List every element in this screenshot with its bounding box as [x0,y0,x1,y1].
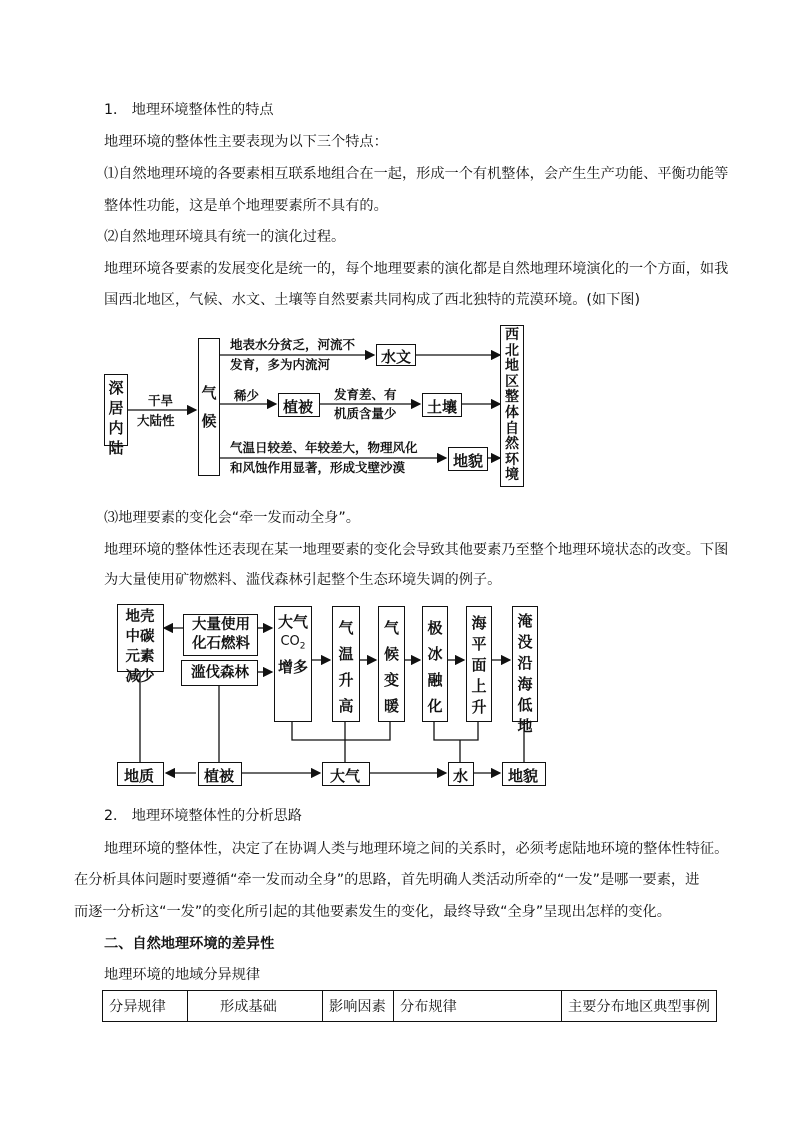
point3: ⑶地理要素的变化会“牵一发而动全身”。 [104,510,360,526]
branch3-line2: 和风蚀作用显著，形成戈壁沙漠 [230,460,406,475]
deforestation-box: 滥伐森林 [181,660,258,686]
table-header-cell: 形成基础 [188,991,323,1022]
section2-line2: 在分析具体问题时要遵循“牵一发而动全身”的思路，首先明确人类活动所牵的“一发”是哪一要素，进 [74,872,700,888]
crust-carbon-box: 地壳中碳元素减少 [117,604,164,672]
fossil-fuel-box: 大量使用化石燃料 [183,614,258,656]
table-header-cell: 分异规律 [103,991,188,1022]
table-header-cell: 影响因素 [323,991,394,1022]
branch1-line1: 地表水分贫乏，河流不 [230,337,356,352]
table-header-cell: 主要分布地区典型事例 [562,991,717,1022]
landform-bottom-box: 地貌 [502,762,546,786]
soil-box: 土壤 [422,393,462,417]
section3-subheading: 地理环境的地域分异规律 [104,967,261,983]
branch3-line1: 气温日较差、年较差大，物理风化 [230,440,418,455]
point1-line1: ⑴自然地理环境的各要素相互联系地组合在一起，形成一个有机整体，会产生生产功能、平衡功能等 [104,166,729,182]
landform-box: 地貌 [448,447,488,471]
para-line2: 国西北地区，气候、水文、土壤等自然要素共同构成了西北独特的荒漠环境。(如下图) [104,292,641,308]
climate-box: 气候 [198,338,220,476]
ice-melting-box: 极冰融化 [422,606,448,722]
northwest-environment-box: 西北地区整体自然环境 [500,325,524,487]
geology-box: 地质 [117,762,164,786]
section1-intro: 地理环境的整体性主要表现为以下三个特点： [104,134,388,150]
scarce-label: 稀少 [234,388,260,403]
table-header-cell: 分布规律 [394,991,562,1022]
para-line1: 地理环境各要素的发展变化是统一的，每个地理要素的演化都是自然地理环境演化的一个方面，如我 [104,261,729,277]
temperature-rise-box: 气温升高 [332,606,360,722]
point1-line2: 整体性功能，这是单个地理要素所不具有的。 [104,198,388,214]
vegetation-bottom-box: 植被 [198,762,242,786]
para2-line1: 地理环境的整体性还表现在某一地理要素的变化会导致其他要素乃至整个地理环境状态的改变。下图 [104,542,729,558]
section2-heading: 2． 地理环境整体性的分析思路 [104,808,302,824]
atmosphere-box: 大气 [322,762,370,786]
point2: ⑵自然地理环境具有统一的演化过程。 [104,229,346,245]
sea-level-rise-box: 海平面上升 [466,606,492,722]
water-box: 水 [448,762,474,786]
continental-label: 大陆性 [137,413,175,428]
section1-heading: 1． 地理环境整体性的特点 [104,102,274,118]
climate-warming-box: 气候变暖 [378,606,405,722]
vegetation-box: 植被 [278,393,320,417]
section3-heading: 二、自然地理环境的差异性 [104,936,275,952]
co2-increase-box: 大气 $CO_2$ 增多 [274,606,312,722]
hydrology-box: 水文 [376,344,416,366]
section2-line3: 而逐一分析这“一发”的变化所引起的其他要素发生的变化，最终导致“全身”呈现出怎样的变化。 [74,904,671,920]
branch1-line2: 发育，多为内流河 [230,357,331,372]
table-header-row [103,991,717,1022]
zonation-table [102,990,717,1022]
section2-line1: 地理环境的整体性，决定了在协调人类与地理环境之间的关系时，必须考虑陆地环境的整体性特征。 [104,841,729,857]
para2-line2: 为大量使用矿物燃料、滥伐森林引起整个生态环境失调的例子。 [104,572,502,588]
soil-label-line1: 发育差、有 [334,387,397,402]
coastal-flooding-box: 淹没沿海低地 [512,606,538,722]
inland-box: 深居内陆 [104,374,128,446]
soil-label-line2: 机质含量少 [334,406,397,421]
arid-label: 干旱 [148,393,174,408]
